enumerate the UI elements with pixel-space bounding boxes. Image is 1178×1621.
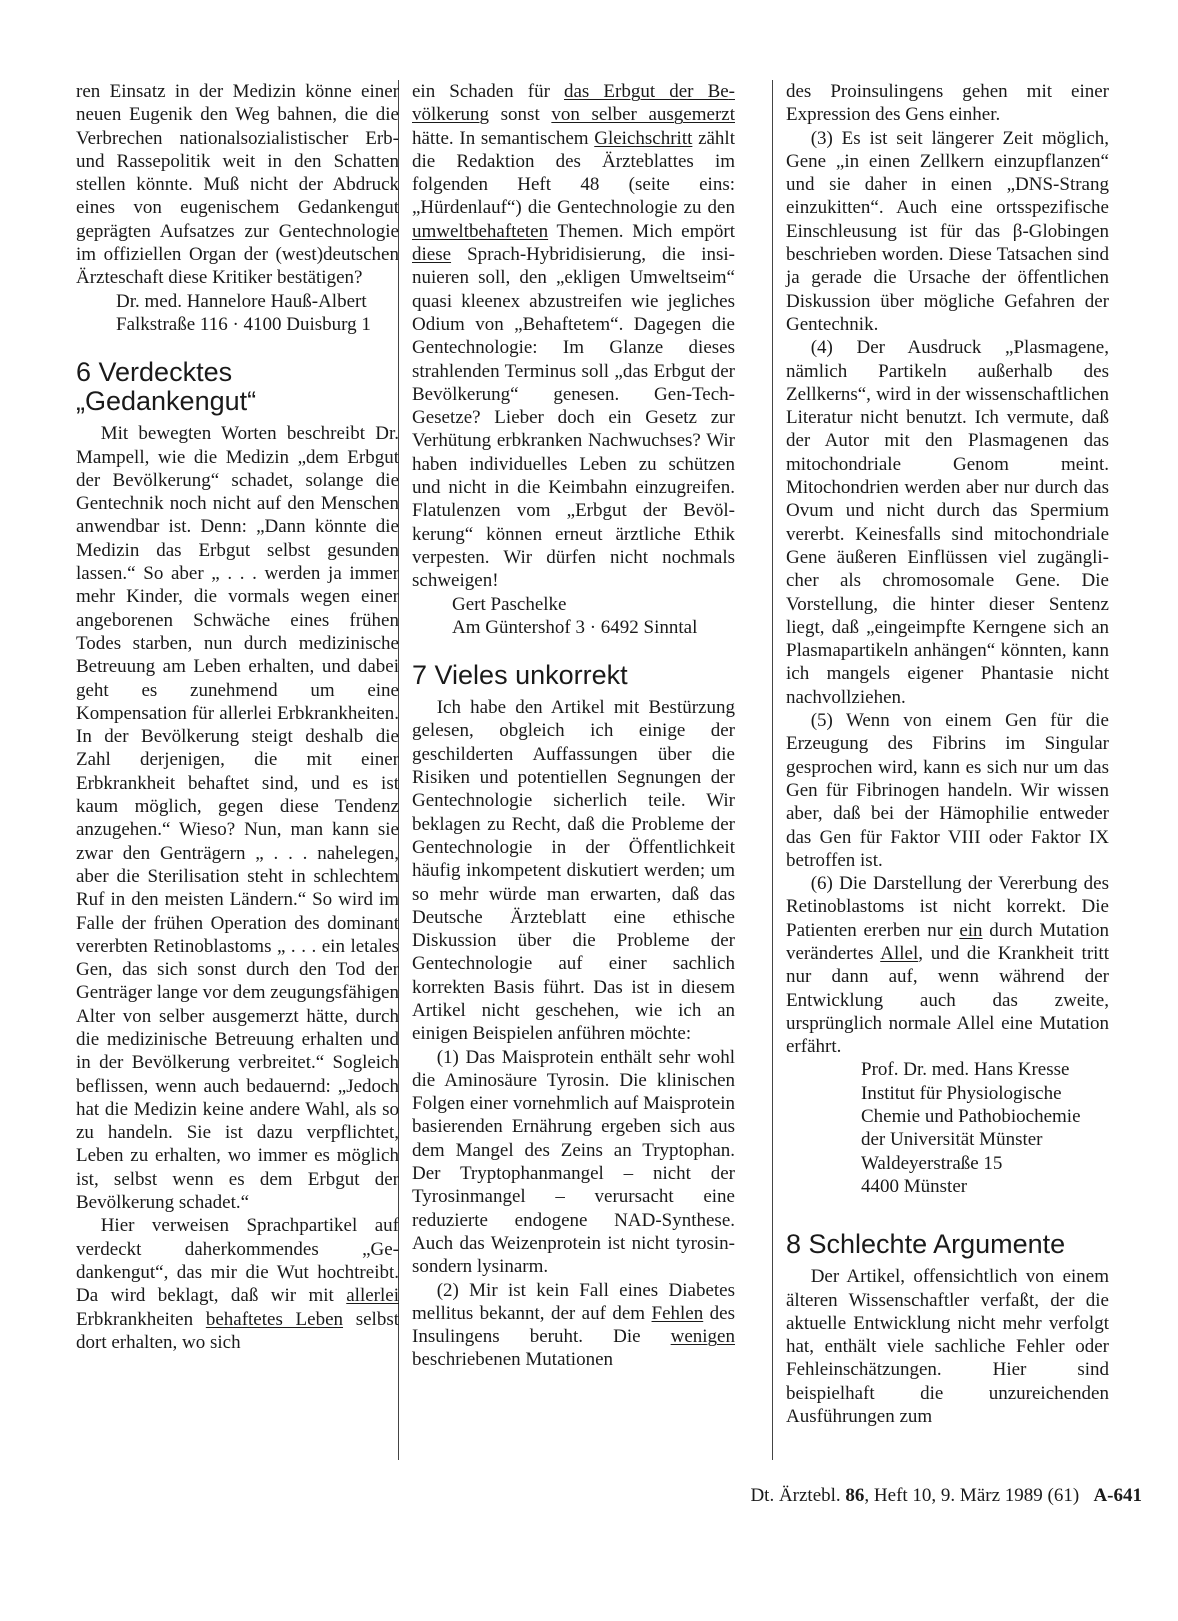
- signature-hauss-albert: [76, 290, 399, 337]
- letter-5-end: ren Einsatz in der Medizin könne einer neuen Eugenik den Weg bahnen, die die Verbrechen nationalsozialistischer Erb- und Rassepolitik weit in den Schatten stellen könnte. Muß nicht der Abdruck eines von eugenischem Gedankengut geprägten Aufsatzes zur Gentechnologie im offiziellen Organ der (west)deutschen Ärzteschaft diese Kritiker bestätigen?: [76, 81, 399, 289]
- page-footer: [750, 1485, 1142, 1507]
- column-1: [76, 80, 399, 1354]
- underlined-umweltbehafteten: umweltbehafteten: [412, 220, 549, 242]
- underlined-gleichschritt: Gleichschritt: [594, 127, 693, 149]
- footer-volume: 86: [845, 1485, 865, 1506]
- signature-name: Dr. med. Hannelore Hauß-Albert: [116, 290, 367, 312]
- underlined-fehlen: Fehlen: [651, 1302, 704, 1324]
- signature-line: Chemie und Pathobiochemie: [861, 1106, 1081, 1128]
- letter-7-point-4: (4) Der Ausdruck „Plasmagene, nämlich Partikeln außerhalb des Zellkerns“, wird in der wissenschaftlichen Literatur nicht benutzt. Ich vermute, daß der Autor mit den Plasmagenen das mitochondriale Genom meint. Mitochondrien werden aber nur durch das Ovum und nicht durch das Spermium vererbt. Keinesfalls sind mitochondriale Gene äußeren Einflüssen viel zugänglicher als chromosomale Gene. Die Vorstellung, die hinter dieser Sentenz liegt, daß „eingeimpfte Kerngene sich an Plasmapartikeln anhängen“ könnten, kann ich mangels eigener Phantasie nicht nachvollziehen.: [786, 337, 1109, 708]
- signature-kresse: [786, 1058, 1109, 1198]
- column-3: [786, 80, 1109, 1428]
- underlined-allel: Allel: [880, 942, 919, 964]
- letter-6-paragraph-2: Hier verweisen Sprachpartikel auf verdeckt daherkommendes „Gedankengut“, das mir die Wut hochtreibt. Da wird beklagt, daß wir mit allerlei Erbkrankheiten behaftetes Leben selbst dort erhalten, wo sich: [76, 1215, 399, 1353]
- signature-address: Am Güntershof 3 · 6492 Sinntal: [452, 616, 698, 638]
- heading-6-line-1: 6 Verdecktes: [76, 357, 233, 388]
- column-rule-2: [772, 80, 773, 1460]
- footer-journal: Dt. Ärztebl.: [750, 1485, 846, 1506]
- letter-7-point-6: (6) Die Darstellung der Vererbung des Retinoblastoms ist nicht korrekt. Die Patienten ererben nur ein durch Mutation verändertes Allel, und die Krankheit tritt nur dann auf, wenn während der Entwicklung auch das zweite, ursprünglich normale Allel eine Mutation erfährt.: [786, 873, 1109, 1058]
- signature-name: Gert Paschelke: [452, 593, 567, 615]
- heading-6-line-2: „Gedankengut“: [76, 386, 257, 417]
- letter-7-point-1: (1) Das Maisprotein enthält sehr wohl die Aminosäure Tyrosin. Die klinischen Folgen einer vornehmlich auf Maisprotein basierenden Ernährung ergeben sich aus dem Mangel des Zeins an Tryptophan. Der Tryptophanmangel – nicht der Tyrosinmangel – verursacht eine reduzierte endogene NAD-Synthese. Auch das Weizenprotein ist nicht tyrosin- sondern lysinarm.: [412, 1046, 735, 1278]
- signature-paschelke: [412, 593, 735, 640]
- column-2: [412, 80, 735, 1372]
- letter-6-paragraph-1: Mit bewegten Worten beschreibt Dr. Mampell, wie die Medizin „dem Erbgut der Bevölkerung“ schadet, solange die Gentechnik noch nicht auf den Menschen anwendbar ist. Denn: „Dann könnte die Medizin das Erbgut selbst gesunden lassen.“ So aber „ . . . werden ja immer mehr Kinder, die vormals wegen einer angeborenen Schwäche eines frühen Todes starben, nun durch medizinische Betreuung am Leben erhalten, und dabei geht es zunehmend um eine Kompensation für allerlei Erbkrankheiten. In der Bevölkerung steigt deshalb die Zahl derjenigen, die mit einer Erbkrankheit behaftet sind, und es ist kaum möglich, gegen diese Tendenz anzugehen.“ Wieso? Nun, man kann sie zwar den Genträgern „ . . . nahelegen, aber die Sterilisation steht in schlechtem Ruf in den meisten Ländern.“ So wird im Falle der frühen Operation des dominant vererbten Retinoblastoms „ . . . ein letales Gen, das sich sonst durch den Tod der Genträger lange vor dem zeugungsfähigen Alter von selber ausgemerzt hätte, durch die medizinische Betreuung erhalten und in der Bevölkerung verbreitet.“ Sogleich beflissen, wenn auch bedauernd: „Jedoch hat die Medizin keine andere Wahl, als so zu handeln. Sie ist dazu verpflichtet, Leben zu erhalten, wo immer es möglich ist, selbst wenn es dem Erbgut der Bevölkerung schadet.“: [76, 423, 399, 1214]
- signature-line: der Universität Münster: [861, 1129, 1043, 1151]
- underlined-erbgut: das Erbgut der Bevölkerung: [412, 81, 735, 126]
- underlined-ein: ein: [959, 919, 983, 941]
- signature-address: Falkstraße 116 · 4100 Duisburg 1: [116, 313, 371, 335]
- letter-8-paragraph-1: Der Artikel, offensichtlich von einem älteren Wissenschaftler verfaßt, der die aktuelle Entwicklung nicht mehr verfolgt hat, enthält viele sachliche Fehler oder Fehleinschätzungen. Hier sind beispielhaft die unzureichenden Ausführungen zum: [786, 1266, 1109, 1428]
- letter-7-point-2: (2) Mir ist kein Fall eines Diabetes mellitus bekannt, der auf dem Fehlen des Insulingens beruht. Die wenigen beschriebenen Mutationen: [412, 1279, 735, 1371]
- signature-line: Prof. Dr. med. Hans Kresse: [861, 1059, 1070, 1081]
- footer-page-number: A-641: [1093, 1485, 1142, 1506]
- signature-line: 4400 Münster: [861, 1175, 968, 1197]
- underlined-allerlei: allerlei: [346, 1285, 399, 1307]
- letter-7-point-2-end: des Proinsulingens gehen mit einer Expression des Gens einher.: [786, 81, 1109, 126]
- signature-line: Waldeyerstraße 15: [861, 1152, 1003, 1174]
- footer-issue-date: , Heft 10, 9. März 1989 (61): [864, 1485, 1080, 1506]
- letter-7-point-5: (5) Wenn von einem Gen für die Erzeugung des Fibrins im Singular gesprochen wird, kann es sich nur um das Gen für Fibrinogen handeln. Wir wissen aber, daß bei der Hämophilie entweder das Gen für Faktor VIII oder Faktor IX betroffen ist.: [786, 710, 1109, 871]
- underlined-diese: diese: [412, 244, 452, 266]
- underlined-ausgemerzt: von selber ausgemerzt: [551, 104, 735, 126]
- signature-line: Institut für Physiologische: [861, 1082, 1062, 1104]
- letter-7-point-3: (3) Es ist seit längerer Zeit möglich, Gene „in einen Zellkern einzupflanzen“ und sie daher in einen „DNS-Strang einzukitten“. Auch eine ortsspezifische Einschleusung ist für das β-Globingen beschrieben worden. Diese Tatsachen sind ja gerade die Ursache der öffentlichen Diskussion über mögliche Gefahren der Gentechnik.: [786, 127, 1109, 335]
- heading-8: 8 Schlechte Argumente: [786, 1229, 1066, 1260]
- underlined-wenigen: wenigen: [670, 1326, 735, 1348]
- heading-7: 7 Vieles unkorrekt: [412, 660, 628, 691]
- heading-6: [76, 358, 399, 416]
- letter-7-paragraph-1: Ich habe den Artikel mit Bestürzung gelesen, obgleich ich einige der geschilderten Auffassungen über die Risiken und potentiellen Segnungen der Gentechnologie sicherlich teile. Wir beklagen zu Recht, daß die Probleme der Gentechnologie in der Öffentlichkeit häufig inkompetent diskutiert werden; um so mehr würde man erwarten, daß das Deutsche Ärzteblatt eine ethische Diskussion über die Probleme der Gentechnologie auf einer sachlich korrekten Basis führt. Das ist in diesem Artikel nicht geschehen, wie ich an einigen Beispielen anführen möchte:: [412, 697, 735, 1045]
- letter-6-paragraph-3: ein Schaden für das Erbgut der Bevölkerung sonst von selber ausgemerzt hätte. In semantischem Gleichschritt zählt die Redaktion des Ärzteblattes im folgenden Heft 48 (seite eins: „Hürdenlauf“) die Gentechnologie zu den umweltbehafteten Themen. Mich empört diese Sprach-Hybridisierung, die insinuieren soll, den „ekligen Umweltseim“ quasi kleenex abzustreifen wie jegliches Odium von „Behaftetem“. Dagegen die Gentechnologie: Im Glanze dieses strahlenden Terminus soll „das Erbgut der Bevölkerung“ genesen. Gen-Tech-Gesetze? Lieber doch ein Gesetz zur Verhütung erbkranken Nachwuchses? Wir haben individuelles Leben zu schützen und nicht in die Keimbahn einzugreifen. Flatulenzen vom „Erbgut der Bevölkerung“ können erneut ärztliche Ethik verpesten. Wir dürfen nicht nochmals schweigen!: [412, 81, 735, 592]
- underlined-behaftetes-leben: behaftetes Leben: [205, 1308, 344, 1330]
